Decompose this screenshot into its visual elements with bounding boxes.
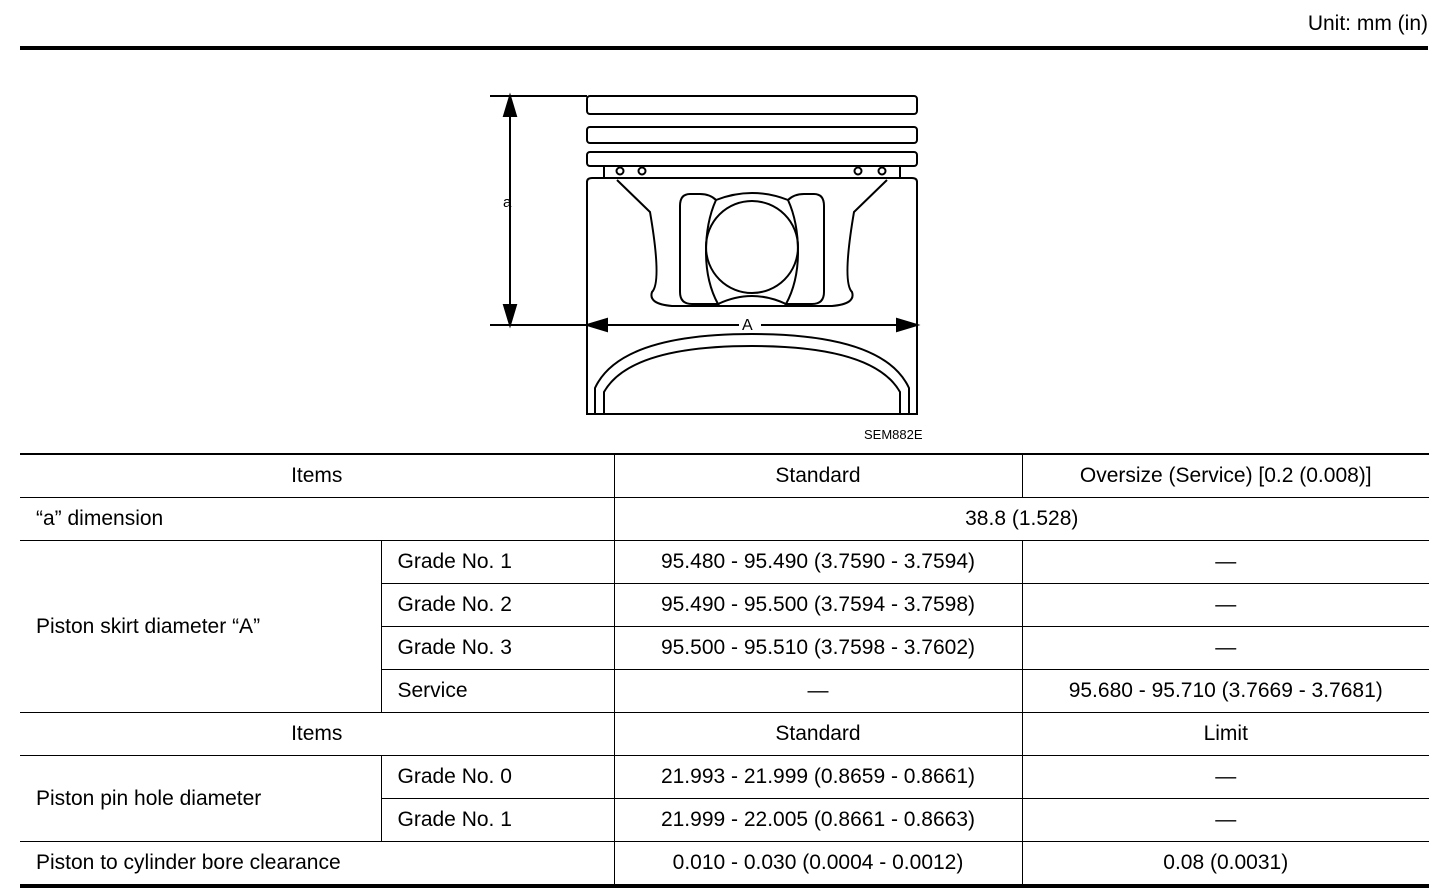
- standard-header: Standard: [614, 454, 1022, 498]
- skirt-diameter-label: Piston skirt diameter “A”: [20, 541, 381, 713]
- dim-big-a-label: A: [742, 317, 753, 334]
- a-dimension-value: 38.8 (1.528): [614, 498, 1429, 541]
- table-row: [20, 756, 1429, 799]
- oversize-cell: —: [1022, 627, 1429, 670]
- clearance-label: Piston to cylinder bore clearance: [20, 842, 614, 887]
- oil-hole-2: [639, 168, 646, 175]
- top-rule: [20, 46, 1428, 50]
- limit-header: Limit: [1022, 713, 1429, 756]
- header-row-2: [20, 713, 1429, 756]
- items-header: Items: [20, 713, 614, 756]
- grade-cell: Grade No. 3: [381, 627, 614, 670]
- boss-top-arc: [716, 193, 788, 200]
- pin-boss-right: [786, 194, 824, 304]
- standard-cell: 21.993 - 21.999 (0.8659 - 0.8661): [614, 756, 1022, 799]
- grade-cell: Grade No. 1: [381, 799, 614, 842]
- piston-spec-table: [20, 453, 1429, 888]
- pin-boss-left: [680, 194, 718, 304]
- pin-hole-label: Piston pin hole diameter: [20, 756, 381, 842]
- a-dimension-row: [20, 498, 1429, 541]
- boss-bottom-arc: [718, 296, 786, 304]
- grade-cell: Grade No. 2: [381, 584, 614, 627]
- oversize-cell: —: [1022, 584, 1429, 627]
- standard-cell: 95.500 - 95.510 (3.7598 - 3.7602): [614, 627, 1022, 670]
- limit-cell: 0.08 (0.0031): [1022, 842, 1429, 887]
- oil-hole-3: [855, 168, 862, 175]
- dim-a-arrow-top: [504, 96, 516, 116]
- dim-big-a-arrow-left: [587, 319, 607, 331]
- standard-cell: —: [614, 670, 1022, 713]
- standard-cell: 0.010 - 0.030 (0.0004 - 0.0012): [614, 842, 1022, 887]
- oil-hole-4: [879, 168, 886, 175]
- clearance-row: [20, 842, 1429, 887]
- figure-code: SEM882E: [864, 427, 923, 442]
- standard-cell: 95.490 - 95.500 (3.7594 - 3.7598): [614, 584, 1022, 627]
- piston-diagram: [480, 82, 960, 452]
- oversize-cell: 95.680 - 95.710 (3.7669 - 3.7681): [1022, 670, 1429, 713]
- grade-cell: Grade No. 1: [381, 541, 614, 584]
- unit-label: Unit: mm (in): [1307, 12, 1428, 35]
- standard-header: Standard: [614, 713, 1022, 756]
- ring-land-2: [587, 127, 917, 143]
- items-header: Items: [20, 454, 614, 498]
- grade-cell: Grade No. 0: [381, 756, 614, 799]
- skirt-window: [617, 180, 887, 306]
- table-row: [20, 541, 1429, 584]
- dim-big-a-arrow-right: [897, 319, 917, 331]
- standard-cell: 95.480 - 95.490 (3.7590 - 3.7594): [614, 541, 1022, 584]
- limit-cell: —: [1022, 756, 1429, 799]
- grade-cell: Service: [381, 670, 614, 713]
- a-dimension-label: “a” dimension: [20, 498, 614, 541]
- ring-land-3: [587, 152, 917, 166]
- oversize-cell: —: [1022, 541, 1429, 584]
- oil-hole-1: [617, 168, 624, 175]
- header-row-1: [20, 454, 1429, 498]
- piston-crown-land: [587, 96, 917, 114]
- dim-a-arrow-bottom: [504, 305, 516, 325]
- piston-pin-hole: [706, 201, 798, 293]
- dim-a-label: a: [503, 194, 512, 211]
- standard-cell: 21.999 - 22.005 (0.8661 - 0.8663): [614, 799, 1022, 842]
- limit-cell: —: [1022, 799, 1429, 842]
- oversize-header: Oversize (Service) [0.2 (0.008)]: [1022, 454, 1429, 498]
